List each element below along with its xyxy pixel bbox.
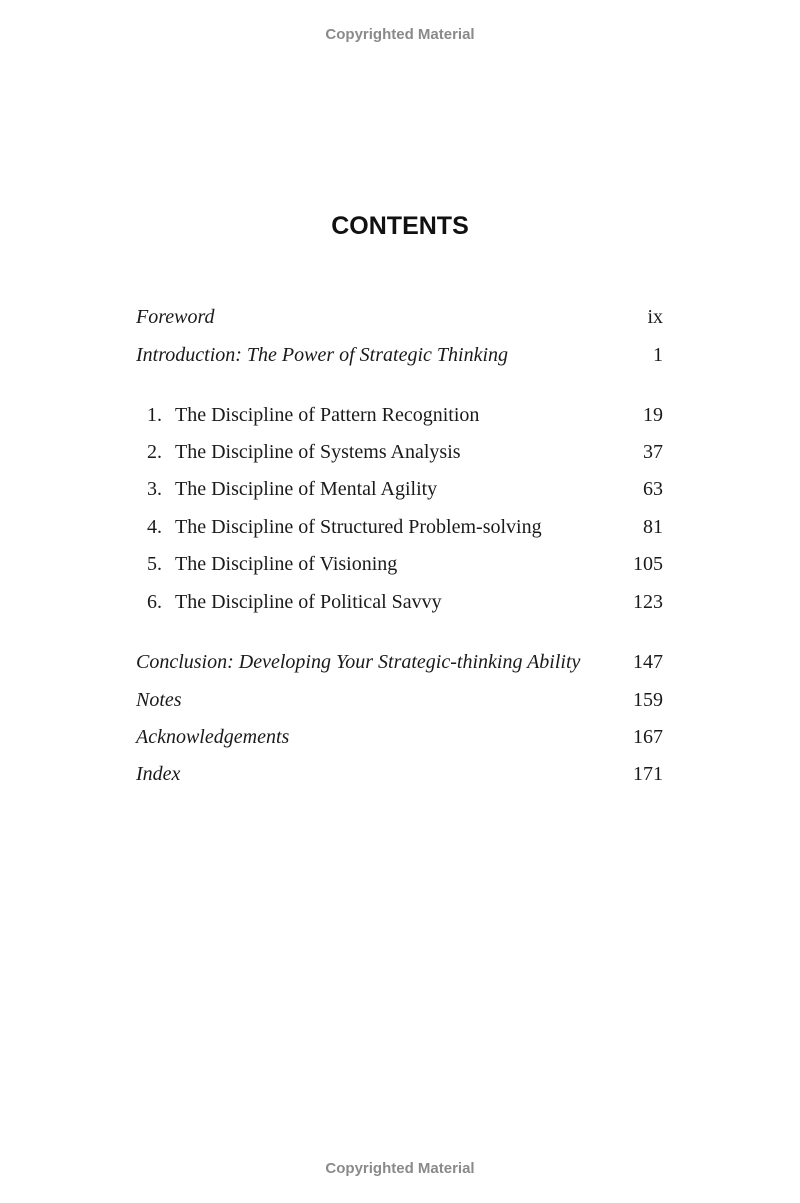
toc-entry-label: Acknowledgements	[136, 726, 290, 748]
toc-entry-label: The Discipline of Structured Problem-solving	[175, 516, 542, 538]
toc-entry-page: 171	[633, 763, 663, 785]
toc-entry-page: 1	[653, 344, 663, 366]
toc-entry-chapter-5[interactable]	[136, 553, 663, 581]
toc-entry-page: 167	[633, 726, 663, 748]
toc-entry-notes[interactable]	[136, 689, 663, 717]
toc-entry-page: 105	[633, 553, 663, 575]
toc-entry-chapter-1[interactable]	[136, 404, 663, 432]
chapter-number: 2.	[147, 441, 162, 463]
toc-entry-page: ix	[647, 306, 663, 328]
toc-entry-label: Conclusion: Developing Your Strategic-thinking Ability	[136, 651, 581, 673]
toc-entry-page: 81	[643, 516, 663, 538]
toc-entry-label: Notes	[136, 689, 182, 711]
toc-entry-chapter-3[interactable]	[136, 478, 663, 506]
copyright-watermark-top: Copyrighted Material	[325, 26, 475, 43]
toc-entry-chapter-2[interactable]	[136, 441, 663, 469]
chapter-number: 1.	[147, 404, 162, 426]
toc-entry-index[interactable]	[136, 763, 663, 791]
toc-entry-chapter-6[interactable]	[136, 591, 663, 619]
toc-entry-label: The Discipline of Mental Agility	[175, 478, 438, 500]
chapter-number: 6.	[147, 591, 162, 613]
toc-entry-label: Introduction: The Power of Strategic Thinking	[136, 344, 509, 366]
page-title: CONTENTS	[331, 212, 469, 240]
toc-entry-introduction[interactable]	[136, 344, 663, 372]
toc-entry-label: The Discipline of Systems Analysis	[175, 441, 461, 463]
toc-entry-label: The Discipline of Pattern Recognition	[175, 404, 480, 426]
toc-entry-label: The Discipline of Political Savvy	[175, 591, 442, 613]
toc-entry-conclusion[interactable]	[136, 651, 663, 679]
chapter-number: 3.	[147, 478, 162, 500]
toc-entry-page: 19	[643, 404, 663, 426]
chapter-number: 4.	[147, 516, 162, 538]
toc-entry-page: 63	[643, 478, 663, 500]
toc-entry-label: The Discipline of Visioning	[175, 553, 398, 575]
toc-entry-page: 123	[633, 591, 663, 613]
toc-entry-label: Foreword	[136, 306, 215, 328]
toc-entry-acknowledgements[interactable]	[136, 726, 663, 754]
toc-entry-page: 159	[633, 689, 663, 711]
toc-entry-chapter-4[interactable]	[136, 516, 663, 544]
toc-entry-foreword[interactable]	[136, 306, 663, 334]
toc-entry-page: 147	[633, 651, 663, 673]
copyright-watermark-bottom: Copyrighted Material	[325, 1160, 475, 1177]
toc-entry-label: Index	[136, 763, 181, 785]
toc-entry-page: 37	[643, 441, 663, 463]
chapter-number: 5.	[147, 553, 162, 575]
